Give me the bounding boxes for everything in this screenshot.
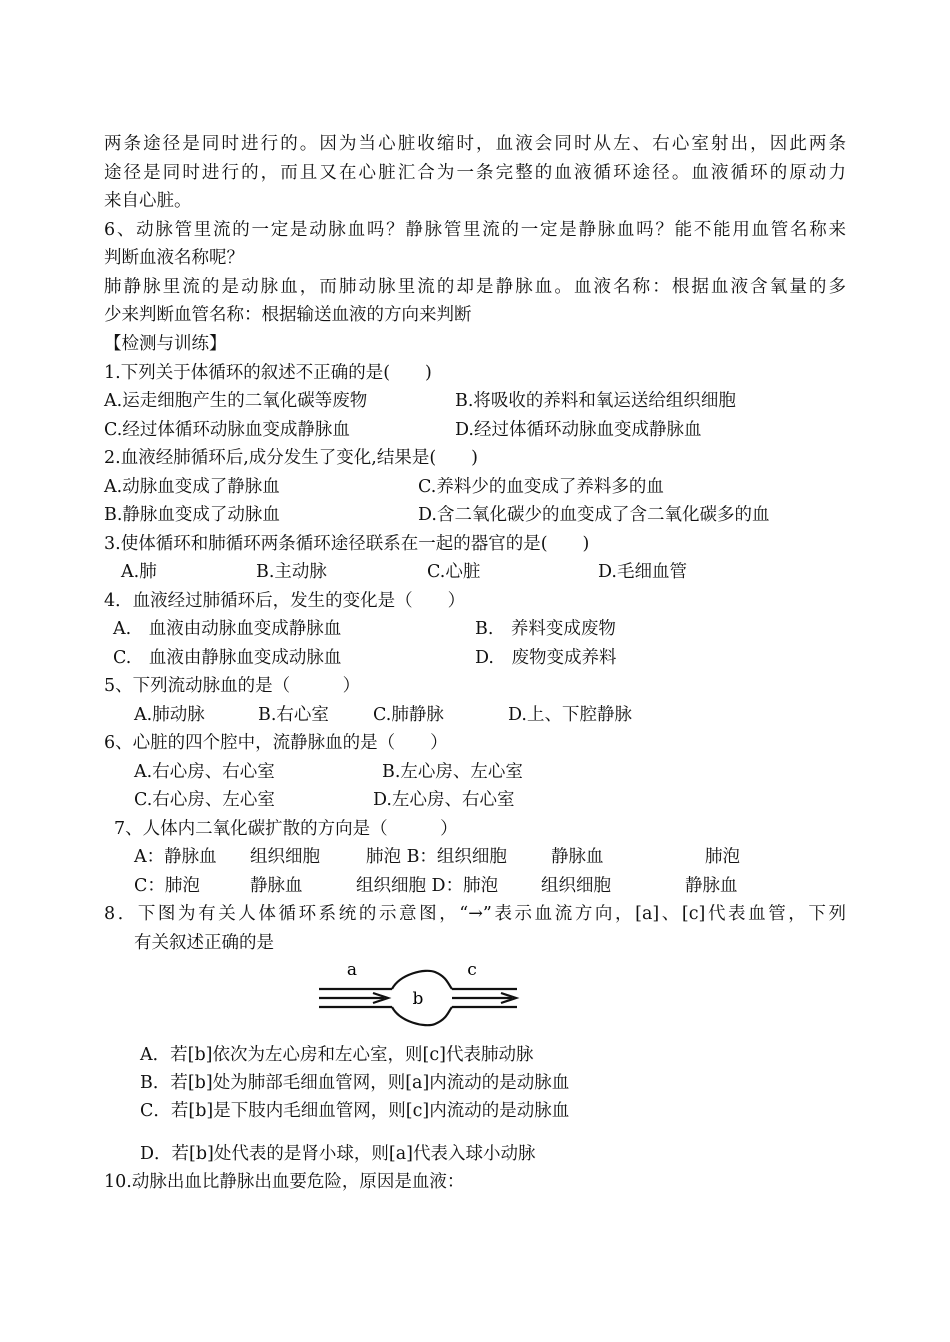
q5-option-d: D.上、下腔静脉: [508, 705, 632, 725]
q1-option-b: B.将吸收的养料和氧运送给组织细胞: [455, 391, 736, 411]
q3-stem: 3.使体循环和肺循环两条循环途径联系在一起的器官的是( ): [104, 534, 590, 554]
q4-option-b: B. 养料变成废物: [475, 619, 616, 639]
q7-row1-item-1: A：静脉血: [134, 847, 217, 867]
q5-stem: 5、下列流动脉血的是（ ）: [104, 676, 361, 696]
q4-option-a: A. 血液由动脉血变成静脉血: [113, 619, 342, 639]
q1-option-d: D.经过体循环动脉血变成静脉血: [455, 420, 702, 440]
q8-stem-line-2: 有关叙述正确的是: [134, 933, 274, 953]
q6-option-a: A.右心房、右心室: [134, 762, 275, 782]
q5-option-c: C.肺静脉: [373, 705, 444, 725]
q4-option-d: D. 废物变成养料: [475, 648, 617, 668]
q6-option-b: B.左心房、左心室: [382, 762, 523, 782]
q6-stem: 6、心脏的四个腔中，流静脉血的是（ ）: [104, 733, 448, 753]
q1-option-a: A.运走细胞产生的二氧化碳等废物: [104, 391, 368, 411]
discussion-question-line-2: 判断血液名称呢？: [104, 248, 244, 268]
q8-option-a: A．若[b]依次为左心房和左心室，则[c]代表肺动脉: [140, 1045, 534, 1065]
q4-stem: 4．血液经过肺循环后，发生的变化是（ ）: [104, 591, 466, 611]
q7-row2-item-3: 组织细胞 D：肺泡: [356, 876, 499, 896]
q6-option-c: C.右心房、左心室: [134, 790, 275, 810]
discussion-answer-line-1: 肺静脉里流的是动脉血，而肺动脉里流的却是静脉血。血液名称：根据血液含氧量的多: [104, 277, 846, 297]
intro-line-1: 两条途径是同时进行的。因为当心脏收缩时，血液会同时从左、右心室射出，因此两条: [104, 134, 846, 154]
label-b: b: [412, 989, 424, 1009]
q7-row1-item-2: 组织细胞: [250, 847, 320, 867]
q8-stem-line-1: 8．下图为有关人体循环系统的示意图，“→”表示血流方向，[a]、[c]代表血管，下列: [104, 904, 846, 924]
q8-option-c: C．若[b]是下肢内毛细血管网，则[c]内流动的是动脉血: [140, 1101, 570, 1121]
q8-option-b: B．若[b]处为肺部毛细血管网，则[a]内流动的是动脉血: [140, 1073, 570, 1093]
q2-option-c: C.养料少的血变成了养料多的血: [418, 477, 664, 497]
circulation-diagram: [310, 958, 530, 1034]
section-title: 【检测与训练】: [104, 334, 227, 354]
q7-row2-item-2: 静脉血: [250, 876, 303, 896]
discussion-question-line-1: 6、动脉管里流的一定是动脉血吗？静脉管里流的一定是静脉血吗？能不能用血管名称来: [104, 220, 846, 240]
q7-row2-item-4: 组织细胞: [541, 876, 611, 896]
q5-option-a: A.肺动脉: [134, 705, 205, 725]
q2-option-a: A.动脉血变成了静脉血: [104, 477, 280, 497]
q7-row1-item-4: 静脉血: [551, 847, 604, 867]
discussion-answer-line-2: 少来判断血管名称：根据输送血液的方向来判断: [104, 305, 472, 325]
q10-stem: 10.动脉出血比静脉出血要危险，原因是血液：: [104, 1172, 465, 1192]
q7-row1-item-3: 肺泡 B：组织细胞: [366, 847, 507, 867]
q3-option-c: C.心脏: [427, 562, 481, 582]
q3-option-d: D.毛细血管: [598, 562, 687, 582]
q4-option-c: C. 血液由静脉血变成动脉血: [113, 648, 342, 668]
label-c: c: [467, 960, 477, 980]
q1-stem: 1.下列关于体循环的叙述不正确的是( ): [104, 363, 432, 383]
q7-row2-item-5: 静脉血: [685, 876, 738, 896]
q5-option-b: B.右心室: [258, 705, 329, 725]
q1-option-c: C.经过体循环动脉血变成静脉血: [104, 420, 350, 440]
q3-option-b: B.主动脉: [256, 562, 327, 582]
q7-row1-item-5: 肺泡: [705, 847, 740, 867]
intro-line-2: 途径是同时进行的，而且又在心脏汇合为一条完整的血液循环途径。血液循环的原动力: [104, 163, 846, 183]
intro-line-3: 来自心脏。: [104, 191, 192, 211]
q7-row2-item-1: C：肺泡: [134, 876, 200, 896]
q6-option-d: D.左心房、右心室: [373, 790, 515, 810]
q2-option-b: B.静脉血变成了动脉血: [104, 505, 280, 525]
label-a: a: [346, 960, 358, 980]
q8-option-d: D．若[b]处代表的是肾小球，则[a]代表入球小动脉: [140, 1144, 536, 1164]
q2-stem: 2.血液经肺循环后,成分发生了变化,结果是( ): [104, 448, 478, 468]
q3-option-a: A.肺: [121, 562, 157, 582]
q2-option-d: D.含二氧化碳少的血变成了含二氧化碳多的血: [418, 505, 770, 525]
q7-stem: 7、人体内二氧化碳扩散的方向是（ ）: [114, 819, 458, 839]
